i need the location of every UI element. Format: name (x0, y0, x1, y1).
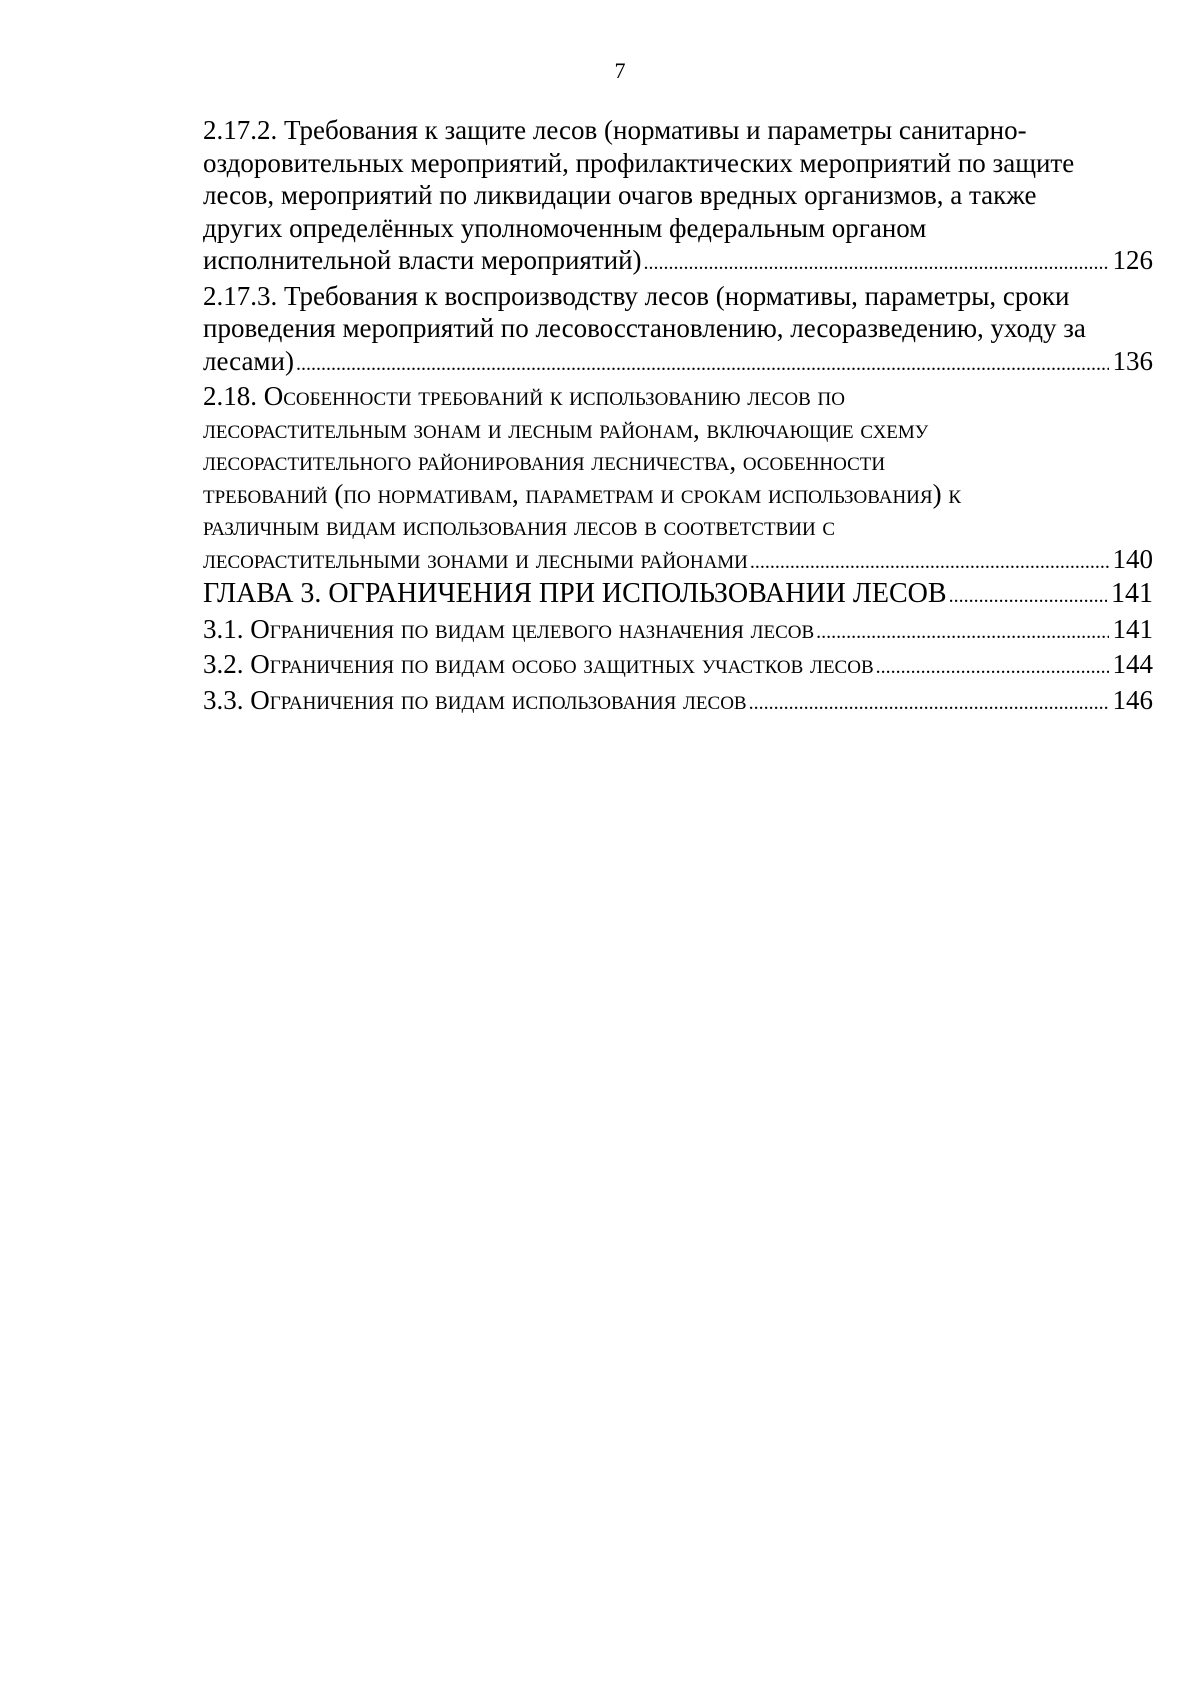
toc-entry-line: 3.3. Ограничения по видам использования лесов (203, 684, 747, 715)
dot-leader (874, 651, 1109, 684)
toc-entry-line: лесорастительными зонами и лесными районами (203, 543, 748, 574)
toc-page-number: 141 (1111, 578, 1153, 609)
toc-entry-line: 2.18. Особенности требований к использованию лесов по (203, 381, 845, 411)
toc-entry-line: проведения мероприятий по лесовосстановлению, лесоразведению, уходу за (203, 313, 1086, 343)
dot-leader (642, 247, 1109, 280)
dot-leader (294, 348, 1109, 381)
toc-page-number: 141 (1112, 613, 1153, 644)
toc-entry-line: 3.1. Ограничения по видам целевого назначения лесов (203, 613, 815, 644)
toc-entry-3-1[interactable] (203, 613, 1153, 649)
toc-entry-line: лесорастительным зонам и лесным районам, включающие схему (203, 413, 929, 444)
toc-entry-chapter-3[interactable] (203, 578, 1153, 613)
toc-entry-line: ГЛАВА 3. ОГРАНИЧЕНИЯ ПРИ ИСПОЛЬЗОВАНИИ ЛЕСОВ (203, 578, 947, 609)
toc-entry-2-17-2[interactable] (203, 114, 1153, 280)
toc-entry-3-3[interactable] (203, 684, 1153, 720)
toc-entry-line: требований (по нормативам, параметрам и срокам использования) к (203, 478, 961, 509)
table-of-contents (203, 114, 1153, 719)
page-number: 7 (614, 58, 626, 83)
toc-page-number: 140 (1112, 543, 1153, 574)
dot-leader (747, 687, 1109, 720)
toc-entry-line: 2.17.3. Требования к воспроизводству лесов (нормативы, параметры, сроки (203, 280, 1070, 311)
toc-page-number: 126 (1112, 245, 1153, 275)
toc-entry-2-17-3[interactable] (203, 280, 1153, 381)
toc-entry-line: различным видам использования лесов в соответствии с (203, 511, 836, 541)
toc-entry-line: исполнительной власти мероприятий) (203, 245, 642, 275)
toc-entry-2-18[interactable] (203, 380, 1153, 578)
dot-leader (947, 580, 1107, 613)
toc-entry-line: лесами) (203, 345, 294, 376)
dot-leader (748, 546, 1109, 579)
toc-entry-line: оздоровительных мероприятий, профилактических мероприятий по защите (203, 147, 1075, 178)
toc-page-number: 144 (1112, 649, 1153, 679)
toc-entry-line: лесорастительного районирования лесничества, особенности (203, 446, 886, 476)
toc-page-number: 146 (1112, 684, 1153, 715)
toc-entry-line: 2.17.2. Требования к защите лесов (нормативы и параметры санитарно- (203, 115, 1027, 145)
toc-entry-line: других определённых уполномоченным федеральным органом (203, 212, 927, 243)
dot-leader (814, 616, 1108, 649)
toc-entry-line: лесов, мероприятий по ликвидации очагов вредных организмов, а также (203, 180, 1037, 210)
toc-entry-3-2[interactable] (203, 648, 1153, 684)
toc-entry-line: 3.2. Ограничения по видам особо защитных участков лесов (203, 649, 874, 679)
toc-page-number: 136 (1112, 345, 1153, 376)
